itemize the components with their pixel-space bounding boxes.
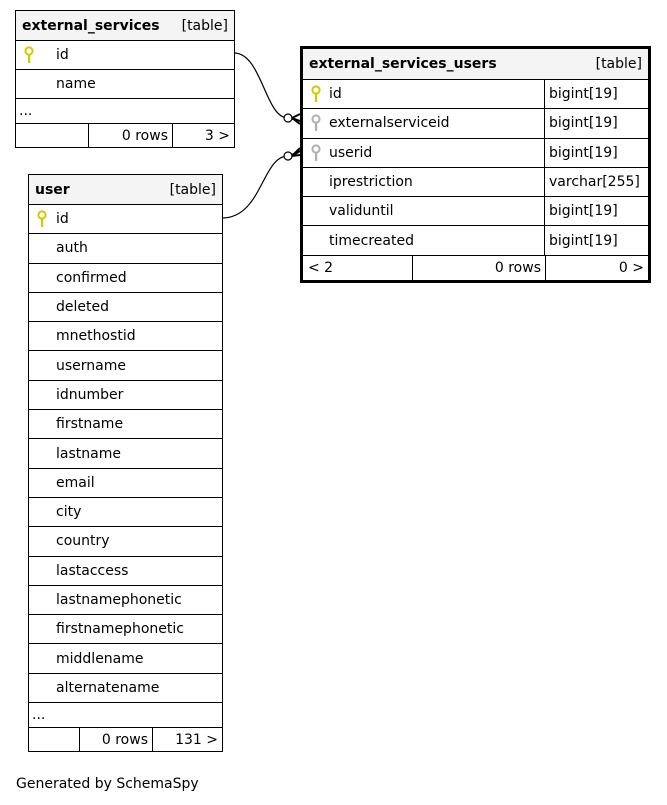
table-row (29, 498, 222, 527)
foreign-key-icon (303, 114, 329, 132)
table-footer (16, 124, 234, 147)
table-user[interactable] (28, 174, 223, 752)
column-name: middlename (56, 650, 144, 667)
column-name: name (56, 76, 96, 92)
column-type: bigint[19] (544, 109, 648, 137)
column-name: city (56, 504, 82, 521)
table-row (29, 381, 222, 410)
table-name: external_services (22, 17, 160, 34)
table-header (303, 49, 648, 80)
table-row (303, 109, 648, 138)
footer-left (16, 124, 89, 147)
column-type: varchar[255] (544, 168, 648, 196)
column-type: bigint[19] (544, 139, 648, 167)
table-row (29, 351, 222, 380)
table-row (29, 293, 222, 322)
table-row (29, 205, 222, 234)
table-external-services[interactable] (15, 10, 235, 148)
column-name: lastname (56, 445, 121, 462)
column-name: externalserviceid (329, 115, 450, 132)
table-row (16, 41, 234, 70)
table-row (29, 264, 222, 293)
column-type: bigint[19] (544, 80, 648, 108)
primary-key-icon (303, 85, 329, 103)
table-type: [table] (181, 17, 228, 34)
table-name: user (35, 181, 70, 198)
column-name: iprestriction (329, 174, 413, 191)
column-type: bigint[19] (544, 226, 648, 254)
table-type: [table] (169, 181, 216, 198)
table-row (29, 439, 222, 468)
table-row (29, 674, 222, 703)
column-name: lastnamephonetic (56, 592, 182, 608)
row-count: 0 rows (80, 728, 153, 751)
table-row (29, 586, 222, 615)
row-count: 0 rows (89, 124, 173, 147)
table-name: external_services_users (309, 56, 497, 72)
table-row (303, 226, 648, 255)
column-name: email (56, 474, 95, 491)
primary-key-icon (16, 46, 42, 64)
more-columns: ... (29, 703, 222, 728)
column-name: confirmed (56, 269, 127, 286)
table-row (29, 322, 222, 351)
column-type: bigint[19] (544, 197, 648, 225)
table-header (16, 11, 234, 41)
table-row (29, 527, 222, 556)
table-footer (29, 728, 222, 751)
footer-left (29, 728, 80, 751)
column-name: validuntil (329, 203, 394, 220)
optional-marker (284, 152, 292, 160)
table-row (29, 615, 222, 644)
column-name: lastaccess (56, 562, 129, 579)
column-name: mnethostid (56, 328, 136, 345)
table-row (29, 557, 222, 586)
table-row (29, 410, 222, 439)
table-header (29, 175, 222, 205)
child-count-link[interactable]: 131 > (175, 731, 218, 748)
column-name: id (329, 86, 342, 103)
row-count: 0 rows (413, 256, 546, 280)
table-row (303, 168, 648, 197)
parent-count-link[interactable]: < 2 (303, 256, 413, 280)
column-name: id (56, 47, 69, 63)
table-row (29, 234, 222, 263)
primary-key-icon (29, 210, 55, 228)
table-row (16, 70, 234, 99)
foreign-key-icon (303, 144, 329, 162)
table-external-services-users[interactable] (300, 46, 651, 283)
table-footer (303, 256, 648, 280)
generated-by-label: Generated by SchemaSpy (16, 776, 199, 792)
table-row (303, 139, 648, 168)
column-name: deleted (56, 299, 109, 316)
column-name: id (56, 211, 69, 228)
relationship-userid (222, 151, 300, 218)
column-name: idnumber (56, 386, 124, 403)
more-columns: ... (16, 99, 234, 124)
table-row (303, 80, 648, 109)
optional-marker (284, 114, 292, 122)
many-marker (292, 114, 300, 124)
relationship-externalserviceid (234, 53, 300, 121)
column-name: timecreated (329, 232, 414, 249)
column-name: firstname (56, 416, 124, 433)
column-name: country (56, 533, 110, 550)
child-count-link[interactable]: 0 > (618, 259, 644, 276)
column-name: username (56, 357, 126, 374)
table-type: [table] (595, 56, 642, 72)
table-row (29, 644, 222, 673)
table-row (29, 469, 222, 498)
column-name: userid (329, 144, 373, 161)
column-name: firstnamephonetic (56, 621, 184, 638)
many-marker (292, 148, 300, 156)
column-name: auth (56, 240, 88, 257)
child-count-link[interactable]: 3 > (204, 127, 230, 144)
column-name: alternatename (56, 679, 160, 696)
table-row (303, 197, 648, 226)
